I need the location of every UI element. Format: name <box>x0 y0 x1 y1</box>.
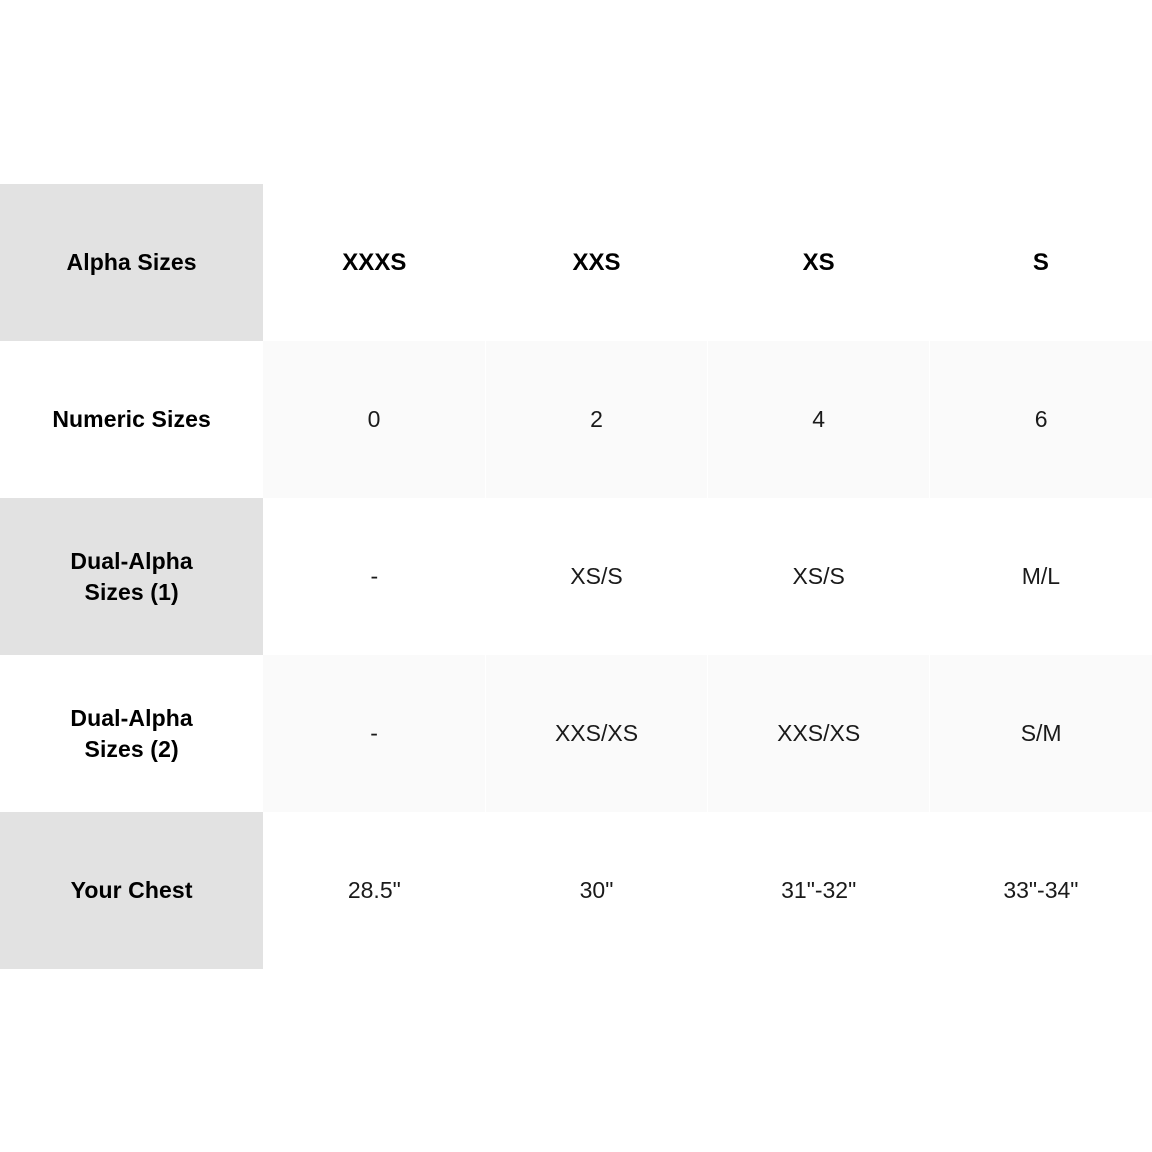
cell-chest-s: 33"-34" <box>930 812 1152 969</box>
cell-numeric-xs: 4 <box>708 341 930 498</box>
cell-dual1-xs: XS/S <box>708 498 930 655</box>
cell-dual2-s: S/M <box>930 655 1152 812</box>
cell-numeric-xxs: 2 <box>485 341 707 498</box>
cell-chest-xs: 31"-32" <box>708 812 930 969</box>
row-header-label-line2: Sizes (1) <box>84 578 179 605</box>
row-header-label: Your Chest <box>70 877 193 904</box>
cell-dual1-s: M/L <box>930 498 1152 655</box>
row-header-alpha-sizes <box>0 184 263 341</box>
cell-numeric-xxxs: 0 <box>263 341 485 498</box>
row-header-dual-alpha-2 <box>0 655 263 812</box>
cell-dual1-xxxs: - <box>263 498 485 655</box>
table-row <box>0 655 1152 812</box>
cell-alpha-xxs: XXS <box>485 184 707 341</box>
cell-alpha-xxxs: XXXS <box>263 184 485 341</box>
cell-numeric-s: 6 <box>930 341 1152 498</box>
cell-dual2-xxxs: - <box>263 655 485 812</box>
cell-dual2-xxs: XXS/XS <box>485 655 707 812</box>
table-row <box>0 498 1152 655</box>
row-header-numeric-sizes <box>0 341 263 498</box>
cell-alpha-xs: XS <box>708 184 930 341</box>
row-header-dual-alpha-1 <box>0 498 263 655</box>
cell-chest-xxs: 30" <box>485 812 707 969</box>
row-header-label-line1: Dual-Alpha <box>70 548 193 575</box>
size-chart-container <box>0 184 1152 969</box>
row-header-your-chest <box>0 812 263 969</box>
size-chart-table <box>0 184 1152 969</box>
row-header-label: Alpha Sizes <box>66 249 197 276</box>
cell-alpha-s: S <box>930 184 1152 341</box>
cell-dual1-xxs: XS/S <box>485 498 707 655</box>
row-header-label-line2: Sizes (2) <box>84 735 179 762</box>
cell-chest-xxxs: 28.5" <box>263 812 485 969</box>
row-header-label: Numeric Sizes <box>52 406 211 433</box>
table-row <box>0 812 1152 969</box>
cell-dual2-xs: XXS/XS <box>708 655 930 812</box>
table-row <box>0 184 1152 341</box>
table-row <box>0 341 1152 498</box>
row-header-label-line1: Dual-Alpha <box>70 705 193 732</box>
